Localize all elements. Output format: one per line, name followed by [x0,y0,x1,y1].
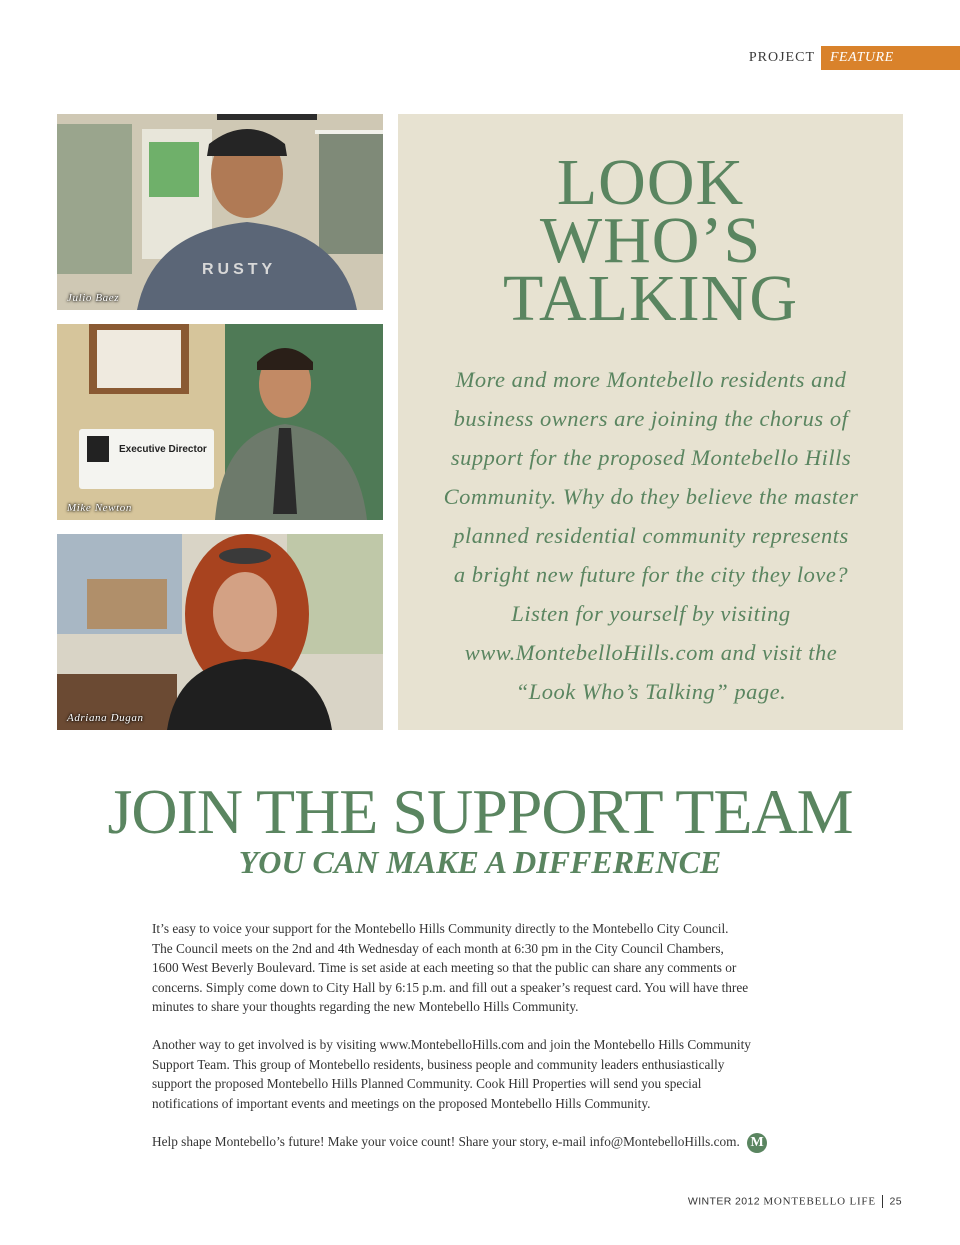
panel-line: Listen for yourself by visiting [511,601,791,626]
body-line: notifications of important events and meetings on the proposed Montebello Hills Community. [152,1095,651,1111]
body-line: concerns. Simply come down to City Hall by 6:15 p.m. and fill out a speaker’s request card. You will have three [152,979,749,995]
panel-line: support for the proposed Montebello Hills [450,445,852,470]
photo-adriana-dugan [57,534,383,730]
footer-season: WINTER 2012 [687,1195,761,1208]
panel-line: business owners are joining the chorus of [453,406,849,431]
panel-line: Community. Why do they believe the master [443,484,859,509]
page-footer [688,1195,902,1208]
body-paragraph-2 [152,1035,817,1113]
panel-title-line: TALKING [503,262,798,335]
svg-text:Executive Director: Executive Director [119,444,207,455]
look-whos-talking-panel [398,114,903,730]
body-line: minutes to share your thoughts regarding the new Montebello Hills Community. [152,999,579,1014]
photo-caption: Julio Baez [67,292,120,304]
photo-caption: Mike Newton [67,502,132,514]
section-label: PROJECT [748,50,815,65]
body-line: support the proposed Montebello Hills Planned Community. Cook Hill Properties will send you special [152,1076,702,1091]
section-header [749,46,960,70]
panel-title-line: LOOK [556,146,745,219]
body-line: Help shape Montebello’s future! Make your voice count! Share your story, e-mail info@MontebelloHills.com. [152,1134,740,1149]
panel-description [426,360,876,711]
photo-mike-newton [57,324,383,520]
panel-line: “Look Who’s Talking” page. [515,679,787,704]
panel-line: planned residential community represents [453,523,849,548]
feature-tag: FEATURE [821,46,960,70]
body-paragraph-1 [152,919,817,1017]
panel-line: a bright new future for the city they love? [453,562,849,587]
body-line: 1600 West Beverly Boulevard. Time is set aside at each meeting so that the public can share any comments or [152,960,737,975]
footer-magazine: MONTEBELLO LIFE [763,1195,876,1208]
body-line: Support Team. This group of Montebello residents, business people and community leaders enthusiastically [152,1056,725,1072]
panel-line: www.MontebelloHills.com and visit the [464,640,838,665]
panel-title-line: WHO’S [539,204,762,277]
photo-caption: Adriana Dugan [67,712,144,724]
body-line: It’s easy to voice your support for the Montebello Hills Community directly to the Montebello City Council. [152,921,729,936]
footer-divider [882,1195,883,1208]
montebello-logo-icon: M [747,1133,767,1153]
panel-line: More and more Montebello residents and [455,367,847,392]
svg-text:RUSTY: RUSTY [202,261,277,278]
panel-title [398,146,903,335]
page-number: 25 [889,1195,902,1208]
join-subtitle: YOU CAN MAKE A DIFFERENCE [238,844,722,880]
body-paragraph-3 [152,1132,817,1153]
photo-julio-baez [57,114,383,310]
body-line: Another way to get involved is by visiting www.MontebelloHills.com and join the Montebello Hills Community [152,1037,751,1052]
join-title: JOIN THE SUPPORT TEAM [107,776,853,847]
body-line: The Council meets on the 2nd and 4th Wednesday of each month at 6:30 pm in the City Council Chambers, [152,940,724,956]
